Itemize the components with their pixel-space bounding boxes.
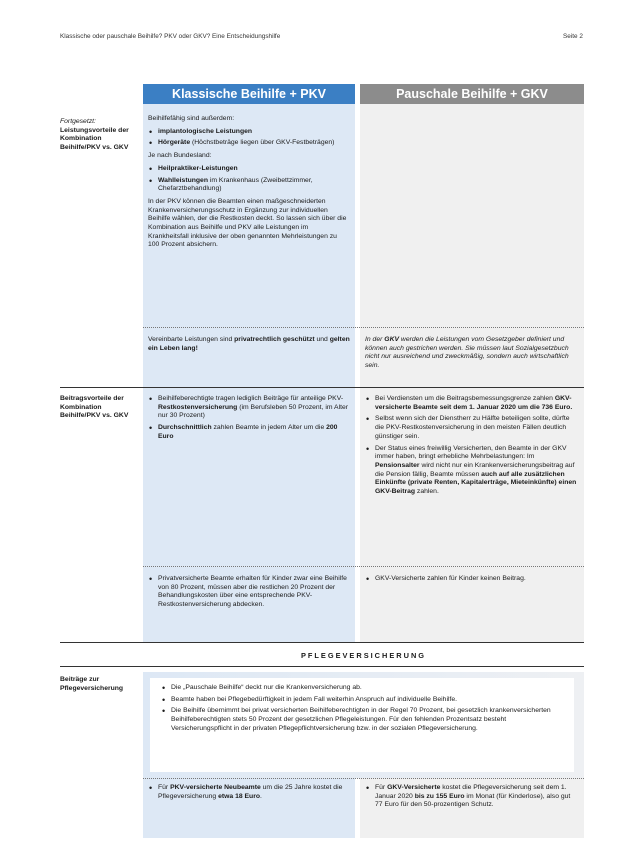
right-column-header: Pauschale Beihilfe + GKV	[360, 84, 584, 104]
dotted-divider	[143, 327, 584, 328]
cell-pflege-shared	[161, 684, 566, 738]
bullet-list	[148, 128, 350, 148]
row-label-leistungsvorteile	[60, 118, 138, 152]
list-item: • Heilpraktiker-Leistungen	[158, 165, 350, 174]
cell-beitrag-pkv	[148, 395, 350, 446]
bullet-list	[161, 684, 566, 734]
cell-pflege-gkv	[365, 784, 579, 814]
list-item: • Beihilfeberechtigte tragen lediglich Beiträge für anteilige PKV-Restkostenversicherung (im Berufsleben 50 Prozent, im Alter nur 30 Prozent)	[158, 395, 350, 421]
bullet-list	[148, 395, 350, 442]
document-title: Klassische oder pauschale Beihilfe? PKV oder GKV? Eine Entscheidungshilfe	[60, 33, 281, 40]
list-item: • Durchschnittlich zahlen Beamte in jedem Alter um die 200 Euro	[158, 424, 350, 441]
list-item: • Privatversicherte Beamte erhalten für Kinder zwar eine Beihilfe von 80 Prozent, müssen aber die restlichen 20 Prozent der Behandlungskosten über eine entsprechende PKV-Restkostenversicherung abdecken.	[158, 575, 350, 610]
bullet-list	[365, 575, 579, 584]
row-divider	[60, 387, 584, 388]
dotted-divider	[143, 778, 584, 779]
paragraph: In der PKV können die Beamten einen maßgeschneiderten Krankenversicherungsschutz in Ergänzung zur individuellen Beihilfe wählen, der die Restkosten deckt. So lassen sich über die Kombination aus Beihilfe und PKV alle Leistungen im Krankheitsfall inklusive der oben genannten Mehrleistungen zu 100 Prozent absichern.	[148, 197, 347, 249]
cell-leistungen-pkv	[148, 115, 350, 254]
row-label-text: Leistungsvorteile der Kombination Beihilfe/PKV vs. GKV	[60, 126, 129, 151]
bullet-list	[365, 784, 579, 810]
list-item: • Für GKV-Versicherte kostet die Pflegeversicherung seit dem 1. Januar 2020 bis zu 155 Euro im Monat (für Kinderlose), also gut 77 Euro für den 50-prozentigen Schutz.	[375, 784, 579, 810]
bullet-list	[365, 395, 579, 497]
intro-text: Je nach Bundesland:	[148, 152, 212, 160]
row-label-beitragsvorteile: Beitragsvorteile der Kombination Beihilfe/PKV vs. GKV	[60, 395, 129, 420]
list-item: • Bei Verdiensten um die Beitragsbemessungsgrenze zahlen GKV-versicherte Beamte seit dem 1. Januar 2020 um die 736 Euro.	[375, 395, 579, 412]
list-item: • Beamte haben bei Pflegebedürftigkeit in jedem Fall weiterhin Anspruch auf individuelle Beihilfe.	[171, 696, 566, 705]
page-number: Seite 2	[563, 33, 583, 40]
left-column-header: Klassische Beihilfe + PKV	[143, 84, 355, 104]
list-item: • Der Status eines freiwillig Versicherten, den Beamte in der GKV immer haben, bringt erhebliche Mehrbelastungen: Im Pensionsalter wird nicht nur ein Krankenversicherungsbeitrag auf die Pension fällig, Beamte müssen auch auf alle zusätzlichen Einkünfte (private Renten, Kapitalerträge, Mieteinkünfte) einen GKV-Beitrag zahlen.	[375, 445, 579, 497]
intro-text: Beihilfefähig sind außerdem:	[148, 115, 235, 122]
list-item: • GKV-Versicherte zahlen für Kinder keinen Beitrag.	[375, 575, 579, 584]
list-item: • Für PKV-versicherte Neubeamte um die 25 Jahre kostet die Pflegeversicherung etwa 18 Euro.	[158, 784, 350, 801]
section-title: PFLEGEVERSICHERUNG	[300, 651, 427, 660]
list-item: • Hörgeräte (Höchstbeträge liegen über GKV-Festbeträgen)	[158, 139, 350, 148]
row-label-note: Fortgesetzt:	[60, 118, 96, 125]
list-item: • Selbst wenn sich der Dienstherr zu Hälfte beteiligen sollte, dürfte die PKV-Restkostenversicherung in den meisten Fällen deutlich günstiger sein.	[375, 415, 579, 441]
row-label-pflegeversicherung: Beiträge zur Pflegeversicherung	[60, 676, 124, 692]
cell-beitrag-gkv	[365, 395, 579, 501]
cell-gkv-gesetzgeber: In der GKV werden die Leistungen vom Gesetzgeber definiert und können auch gestrichen werden. Sie müssen laut Sozialgesetzbuch nicht nur ausreichend und zweckmäßig, sondern auch wirtschaftlich sein.	[365, 336, 569, 370]
list-item: • Die „Pauschale Beihilfe“ deckt nur die Krankenversicherung ab.	[171, 684, 566, 693]
bullet-list	[148, 575, 350, 610]
cell-kinder-pkv	[148, 575, 350, 614]
row-divider	[60, 642, 584, 643]
section-divider	[60, 666, 584, 667]
cell-kinder-gkv	[365, 575, 579, 588]
cell-privatrechtlich: Vereinbarte Leistungen sind privatrechtlich geschützt und gelten ein Leben lang!	[148, 336, 350, 352]
list-item: • Wahlleistungen im Krankenhaus (Zweibettzimmer, Chefarztbehandlung)	[158, 177, 350, 194]
cell-pflege-pkv	[148, 784, 350, 805]
list-item: • Die Beihilfe übernimmt bei privat versicherten Beihilfeberechtigten in der Regel 70 Prozent, bei gesetzlich krankenversicherten Beihilfeberechtigten stets 50 Prozent der gesetzlichen Pflegeleistungen. Für den fehlenden Prozentsatz besteht Versicherungspflicht in der privaten Pflegepflichtversicherung bzw. in der sozialen Pflegeversicherung.	[171, 707, 566, 733]
list-item: • implantologische Leistungen	[158, 128, 350, 137]
bullet-list	[148, 784, 350, 801]
right-column-background	[360, 104, 584, 642]
bullet-list	[148, 165, 350, 194]
dotted-divider	[143, 566, 584, 567]
